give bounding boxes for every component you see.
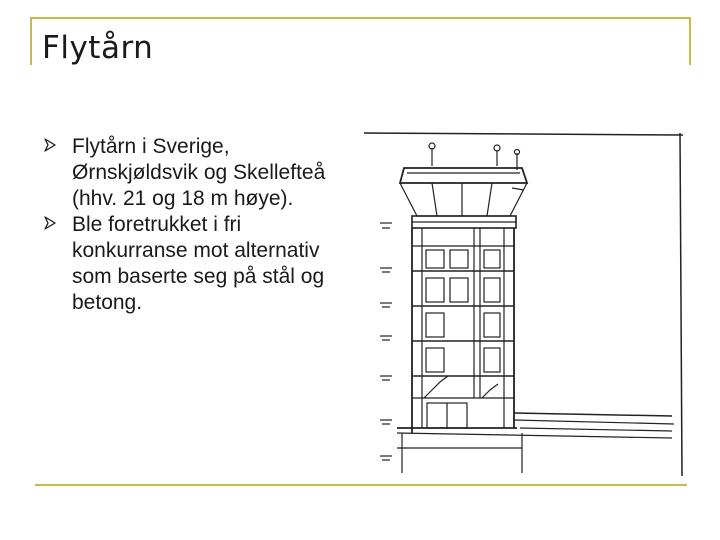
tower-technical-drawing [362,128,685,478]
frame-top-line [30,17,690,19]
bullet-text: Ble foretrukket i fri konkurranse mot alternativ som baserte seg på stål og betong. [72,213,325,314]
arrowhead-bullet-icon [44,216,56,230]
frame-right-line [689,17,691,65]
bullet-item [44,134,344,212]
bullet-list [44,134,344,316]
arrowhead-bullet-icon [44,138,56,152]
frame-left-line [30,17,32,65]
frame-bottom-line [35,484,687,486]
bullet-item [44,212,344,316]
bullet-text: Flytårn i Sverige, Ørnskjøldsvik og Skellefteå (hhv. 21 og 18 m høye). [72,135,326,210]
slide-title: Flytårn [42,30,154,66]
